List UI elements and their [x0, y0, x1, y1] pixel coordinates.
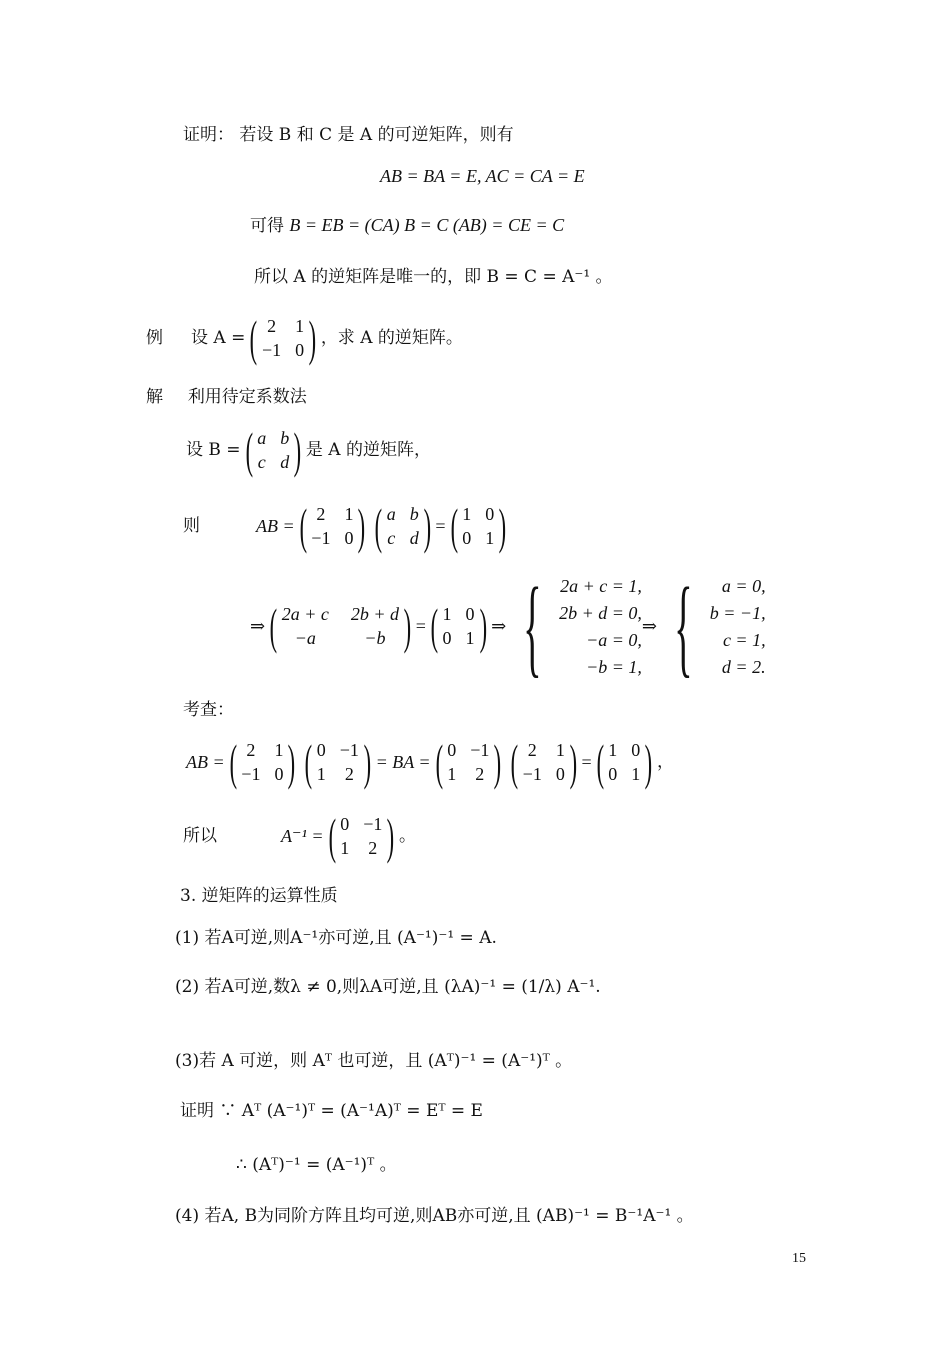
matrix-b: ( a b c d ) — [374, 498, 431, 554]
check-ab-label: AB = — [186, 752, 225, 772]
set-b-suffix: 是 A 的逆矩阵， — [305, 440, 431, 460]
example-line — [146, 310, 463, 366]
identity-matrix: ( 1 0 0 1 ) — [596, 734, 653, 790]
proof-intro-line — [183, 124, 514, 146]
example-text-after: ，求 A 的逆矩阵。 — [320, 328, 463, 348]
product-matrix: ( 2a + c 2b + d −a −b ) — [269, 598, 412, 654]
therefore-label: 所以 — [183, 826, 217, 846]
implies-arrow: ⇒ — [491, 616, 507, 636]
property-4: (4) 若A, B为同阶方阵且均可逆,则AB亦可逆,且 (AB)⁻¹ = B⁻¹A⁻¹ 。 — [175, 1206, 694, 1226]
equation-system-2: { a = 0, b = −1, c = 1, d = 2. — [674, 565, 766, 687]
property-3-proof: 证明 ∵ Aᵀ (A⁻¹)ᵀ = (A⁻¹A)ᵀ = Eᵀ = E — [180, 1101, 483, 1121]
matrix-a: ( 2 1 −1 0 ) — [229, 734, 296, 790]
page-number: 15 — [792, 1251, 806, 1266]
equation-ab-ba: AB = BA = E, AC = CA = E — [380, 166, 585, 186]
property-3: (3)若 A 可逆，则 Aᵀ 也可逆，且 (Aᵀ)⁻¹ = (A⁻¹)ᵀ 。 — [175, 1051, 573, 1071]
matrix-a: ( 2 1 −1 0 ) — [299, 498, 366, 554]
property-2: (2) 若A可逆,数λ ≠ 0,则λA可逆,且 (λA)⁻¹ = (1/λ) A⁻¹. — [175, 977, 601, 997]
solution-label: 解 — [146, 387, 163, 407]
check-label: 考查： — [183, 700, 234, 720]
solution-method: 利用待定系数法 — [187, 387, 307, 407]
example-label: 例 — [146, 328, 163, 348]
implies-arrow: ⇒ — [250, 616, 266, 636]
system-line: ⇒ ( 2a + c 2b + d −a −b ) = ( 1 0 0 1 ) ⇒ { 2a + c = 1, 2b + d = 0, −a = 0, −b = 1, ⇒ { a = 0, b = −1, c = 1, d = 2. — [250, 565, 766, 687]
check-ba-label: = BA = — [375, 752, 431, 772]
section-title: 3. 逆矩阵的运算性质 — [180, 886, 338, 906]
ainv-label: A⁻¹ = — [281, 826, 324, 846]
matrix-a-inverse: ( 0 −1 1 2 ) — [435, 734, 502, 790]
matrix-a: ( 2 1 −1 0 ) — [510, 734, 577, 790]
eq2-prefix: 可得 — [250, 216, 284, 236]
therefore-tail: 。 — [399, 826, 417, 846]
property-3-conclusion: ∴ (Aᵀ)⁻¹ = (A⁻¹)ᵀ 。 — [236, 1155, 397, 1175]
example-text-before: 设 A = — [191, 328, 246, 348]
matrix-a-inverse: ( 0 −1 1 2 ) — [304, 734, 371, 790]
equation-system-1: { 2a + c = 1, 2b + d = 0, −a = 0, −b = 1, — [523, 565, 642, 687]
set-b-prefix: 设 B = — [186, 440, 241, 460]
ab-label: AB = — [256, 516, 295, 536]
uniqueness-conclusion: 所以 A 的逆矩阵是唯一的，即 B = C = A⁻¹ 。 — [254, 267, 613, 287]
set-b-line — [186, 422, 431, 478]
property-1: (1) 若A可逆,则A⁻¹亦可逆,且 (A⁻¹)⁻¹ = A. — [175, 928, 497, 948]
matrix-a: ( 2 1 −1 0 ) — [249, 310, 317, 366]
check-tail: ， — [656, 752, 674, 772]
equation-uniqueness-line — [250, 214, 564, 237]
identity-matrix: ( 1 0 0 1 ) — [450, 498, 507, 554]
proof-header: 证明： — [183, 125, 234, 145]
ab-product-line: 则 AB = ( 2 1 −1 0 ) ( a b c d ) = ( 1 0 0 1 ) — [183, 500, 511, 552]
matrix-a-inverse: ( 0 −1 1 2 ) — [328, 808, 395, 864]
equation-b-equals-c: B = EB = (CA) B = C (AB) = CE = C — [289, 215, 565, 235]
check-line: AB = ( 2 1 −1 0 ) ( 0 −1 1 2 ) = BA = ( 0 −1 1 2 ) ( 2 1 −1 0 ) = ( 1 0 0 1 ) ， — [186, 734, 674, 790]
identity-matrix: ( 1 0 0 1 ) — [430, 598, 487, 654]
then-label: 则 — [183, 516, 200, 536]
implies-arrow: ⇒ — [641, 616, 657, 636]
matrix-b: ( a b c d ) — [245, 422, 302, 478]
solution-line — [146, 386, 307, 408]
therefore-line — [183, 810, 416, 862]
proof-intro: 若设 B 和 C 是 A 的可逆矩阵，则有 — [239, 125, 514, 145]
